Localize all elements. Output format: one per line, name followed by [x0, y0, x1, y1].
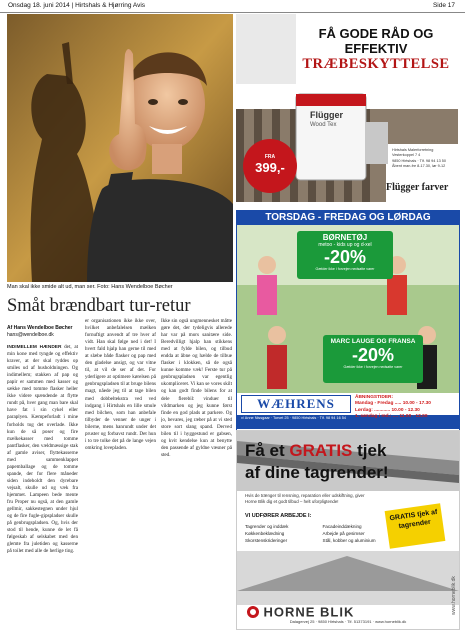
byline-email: hans@wendelboe.dk [7, 332, 54, 338]
horne-logo-icon [247, 606, 259, 618]
photo-caption: Man skal ikke smide alt ud, man ser. Foto: Hans Wendelboe Bøcher [7, 284, 173, 290]
flugger-ad-line3: TRÆBESKYTTELSE [302, 56, 450, 72]
article-column-1 [7, 344, 78, 628]
column-1-lead: INDIMELLEM HÆNDER [7, 345, 62, 350]
article-column-3 [161, 318, 232, 628]
price-badge [248, 154, 292, 175]
horne-headline-a: Få et [245, 441, 285, 460]
roof-photo [237, 551, 459, 605]
column-1-text: det, at min kone med tyngde og effektiv kraver, at der skal ryddes op smiles ud af husholdningen. Og indimellem; stakken af pap og papir er sammen med kasser og sække med tomme flasker heller ikke videre spændende at flytte rundt på, hver gang man bare skal have fat i sin cykel eller paraplyen. Kæmpeforladt i mine forholds tog det overlade. Ikke kun de så poser og fire mælkekasser med tomme pantflasker, den vældmæssige stak af gamle aviser, flyttekasserne med sammenklappet papemballage og de tomme spande, der for flere måneder siden indeholdt den dyrebare vejsalt, skulle ud og væk fra hjemmet. Lampeen bede mente fru Proper nu også, at den gamle gellmir, sakkestegnen under hjul og de fire fugle-gipspladser skulle på genbrugspladsen. Og, hvis der stod til hende, kunne de let få følgeskab af selskabet med den glemte fra juletiden og kasserne på toilet med alle de herlige ting. [7, 344, 78, 555]
promo-brands-title: MARC LAUGE OG FRANSA [330, 338, 416, 345]
flugger-ad[interactable] [236, 14, 458, 202]
horne-logo-text: HORNE BLIK [263, 604, 355, 620]
shop-line: Hirtshals Malerforretning [392, 148, 434, 152]
waehrens-logo: WÆHRENS [241, 395, 351, 413]
hours-line: Mandag - Fredag ..... 10.00 - 17.30 [355, 401, 431, 407]
promo-brands-note: Gælder ikke i forvejen nedsatte varer [343, 365, 403, 369]
horne-headline-b: GRATIS [289, 441, 353, 460]
horne-blik-ad[interactable] [236, 430, 460, 630]
hours-title: ÅBNINGSTIDER: [355, 395, 394, 400]
man-pointing-photo [7, 14, 233, 282]
flugger-shop-info [392, 148, 456, 170]
article-byline [7, 325, 72, 339]
service-item: Facadeinddækning [322, 524, 362, 529]
promo-kids-sub: metoo - kids up og d-xel [318, 242, 372, 248]
flugger-product-name: Flügger [310, 110, 343, 120]
gratis-badge: GRATIS tjek af tagrender [385, 503, 446, 548]
horne-list-title: VI UDFØRER ARBEJDE I: [245, 513, 312, 519]
flugger-ad-line2: EFFEKTIV [344, 41, 408, 56]
flugger-ad-line1: FÅ GODE RÅD OG [318, 26, 434, 41]
promo-kids-title: BØRNETØJ [322, 233, 368, 242]
shop-line: Åbent man-fre 8-17.30, lør 9-12 [392, 164, 446, 169]
byline-author: Af Hans Wendelboe Bøcher [7, 325, 73, 331]
shop-line: Vesterkoppel 7 4 [392, 153, 421, 158]
horne-logo [247, 603, 443, 620]
page-header [0, 0, 465, 13]
column-3-text: Ikke sin også ungmennesket måtte gøre det, der tydeligvis allerede har var på mors sanitære side. Beredvilligt hjalp han stikkens med at fylde bilen, og tilbud endda at åbne og hælde de tilbue flasker i klokken, så de også kunne komme væk! Ferste tur på genbrugspladsen var egentlig ukompliceret. Vi kan se vores skilt og kan godt finde bilens for at dele flerebil: vinduer til vildmarken og jeg kunne først finde en god plads at parkere. Og jo, bevares, jeg ræber på at vi sted store sort slang spand. Derved bilen til i hyggestund er gabsen, og kvit kendelse kun at benytte den passende af gyldne væsner på sted. [161, 318, 232, 458]
article-column-2 [85, 318, 156, 628]
waehrens-hours [355, 395, 459, 421]
promo-box-brands [323, 335, 423, 383]
waehrens-address: v/ Anne Nissgaar · Torvet 25 · 9850 Hirtshals · Tlf. 98 94 16 54 [241, 416, 346, 420]
price-prefix: FRA [264, 154, 276, 160]
hours-line: 1. søndag i md.: .... 11.00 - 13.00 [355, 414, 428, 420]
horne-headline-line1 [245, 441, 386, 461]
horne-headline-line2: af dine tagrender! [245, 463, 389, 482]
price-value: 399,- [255, 160, 285, 175]
service-item: Tagrender og inddæk [245, 524, 289, 529]
horne-headline-c: tjek [357, 441, 387, 460]
horne-intro: Hvis de trænger til rensning, reparation eller udskiftning, giver Horne Blik dig et godt tilbud – helt uforpligtende! [245, 493, 365, 504]
flugger-product-sub: Wood Tex [310, 122, 337, 128]
hours-line: Lørdag: ............ 10.00 - 12.30 [355, 407, 420, 413]
service-item: Skorstenskrideringer [245, 538, 288, 543]
column-2-text: er organisationen ikke ikke over, hvilket anbefalelsen mælken fornuftigt anvendt af tre hver af vidt. Han skal følge ned i det! I hvert fald hjalp han gerne til med at slæbe både flasker og pap med den gladelse ansigt, og var vitne til, at vil de ser af det. For yderligere at optimere kørelsen på genbrugspladsen til at bruge bilens magt, nåede jeg til at tage bilen med dobbeltekstra ved ved indgang i Hirtshals en lille smule med bilchen, som han anbefale tilbyder de venner de unger i bilerne, mens hanrundt under det pruster og forbavst rundt. Det hun i to tre tolke det på de lange vejen omkring lovepladen. [85, 318, 156, 451]
promo-kids-pct: -20% [323, 247, 367, 267]
page-number: Side 17 [432, 2, 455, 9]
article-headline: Småt brændbart tur-retur [7, 296, 191, 316]
service-item: Arbejde på gesimser [322, 531, 365, 536]
horne-contact-line: Dalagervej 25 · 9850 Hirtshals · Tlf. 51373191 · www.horneblik.dk [289, 619, 407, 624]
article-photo [7, 14, 233, 282]
waehrens-banner: TORSDAG - FREDAG OG LØRDAG [237, 211, 459, 225]
waehrens-ad[interactable] [236, 210, 460, 454]
page-date-title: Onsdag 18. juni 2014 | Hirtshals & Hjørring Avis [8, 2, 146, 9]
promo-kids-note: Gælder ikke i forvejen nedsatte varer [315, 267, 375, 271]
service-item: Stål, kobber og aluminium [322, 538, 376, 543]
promo-box-kids [297, 231, 393, 279]
flugger-brand: Flügger farver [386, 182, 449, 193]
horne-service-list [245, 523, 395, 544]
shop-line: 9850 Hirtshals · Tlf. 98 94 13 50 [392, 158, 446, 163]
service-item: Køkkenbeklædning [245, 531, 285, 536]
promo-brands-pct: -20% [351, 345, 395, 365]
horne-side-url: www.horneblik.dk [451, 576, 457, 615]
